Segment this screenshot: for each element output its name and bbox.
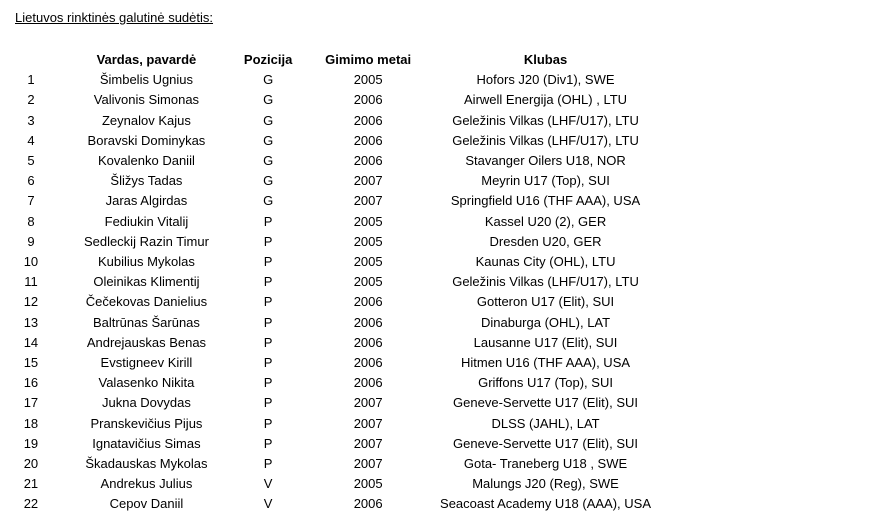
table-row — [0, 474, 660, 494]
player-name: Valivonis Simonas — [93, 92, 200, 108]
player-position: V — [263, 476, 273, 492]
player-number: 12 — [23, 294, 39, 310]
roster-table — [0, 50, 660, 515]
column-header-club: Klubas — [523, 52, 568, 67]
player-name: Baltrūnas Šarūnas — [92, 314, 200, 330]
table-row — [0, 212, 660, 232]
player-position: V — [263, 496, 273, 512]
player-position: G — [263, 112, 274, 128]
player-club: Hitmen U16 (THF AAA), USA — [461, 355, 631, 371]
player-position: P — [263, 254, 273, 270]
player-birth-year: 2005 — [353, 274, 383, 290]
player-club: Stavanger Oilers U18, NOR — [465, 153, 626, 169]
player-name: Boravski Dominykas — [87, 132, 206, 148]
player-club: DLSS (JAHL), LAT — [491, 415, 600, 431]
player-club: Geležinis Vilkas (LHF/U17), LTU — [452, 274, 639, 290]
player-club: Malungs J20 (Reg), SWE — [472, 476, 619, 492]
player-club: Griffons U17 (Top), SUI — [478, 375, 613, 391]
player-number: 9 — [27, 233, 35, 249]
player-club: Geležinis Vilkas (LHF/U17), LTU — [452, 112, 639, 128]
table-row — [0, 414, 660, 434]
column-header-birth-year: Gimimo metai — [325, 52, 412, 67]
player-number: 1 — [27, 72, 35, 88]
player-club: Gotteron U17 (Elit), SUI — [476, 294, 615, 310]
player-club: Kassel U20 (2), GER — [484, 213, 607, 229]
player-number: 8 — [27, 213, 35, 229]
player-club: Kaunas City (OHL), LTU — [475, 254, 616, 270]
column-header-position: Pozicija — [243, 52, 293, 67]
player-birth-year: 2006 — [353, 92, 383, 108]
player-birth-year: 2006 — [353, 375, 383, 391]
player-position: P — [263, 294, 273, 310]
player-birth-year: 2006 — [353, 153, 383, 169]
player-number: 16 — [23, 375, 39, 391]
player-name: Valasenko Nikita — [98, 375, 195, 391]
player-name: Ignatavičius Simas — [92, 435, 201, 451]
player-number: 14 — [23, 334, 39, 350]
player-club: Airwell Energija (OHL) , LTU — [464, 92, 628, 108]
table-header-row — [0, 50, 660, 70]
player-birth-year: 2006 — [353, 334, 383, 350]
player-position: P — [263, 435, 273, 451]
table-row — [0, 252, 660, 272]
table-row — [0, 232, 660, 252]
player-number: 2 — [27, 92, 35, 108]
player-position: P — [263, 233, 273, 249]
player-position: P — [263, 456, 273, 472]
player-number: 5 — [27, 153, 35, 169]
player-name: Šližys Tadas — [110, 173, 183, 189]
roster-body — [0, 70, 660, 514]
player-position: P — [263, 274, 273, 290]
player-number: 22 — [23, 496, 39, 512]
table-row — [0, 131, 660, 151]
player-birth-year: 2006 — [353, 496, 383, 512]
player-birth-year: 2005 — [353, 72, 383, 88]
player-birth-year: 2006 — [353, 132, 383, 148]
player-position: P — [263, 415, 273, 431]
player-position: G — [263, 193, 274, 209]
player-name: Pranskevičius Pijus — [90, 415, 203, 431]
player-name: Jaras Algirdas — [105, 193, 188, 209]
player-number: 4 — [27, 132, 35, 148]
player-club: Hofors J20 (Div1), SWE — [476, 72, 615, 88]
player-name: Sedleckij Razin Timur — [83, 233, 209, 249]
player-name: Kovalenko Daniil — [98, 153, 195, 169]
player-number: 11 — [24, 274, 38, 290]
table-row — [0, 494, 660, 514]
table-row — [0, 191, 660, 211]
table-row — [0, 111, 660, 131]
player-position: G — [263, 153, 274, 169]
player-birth-year: 2007 — [353, 173, 383, 189]
table-row — [0, 373, 660, 393]
table-row — [0, 90, 660, 110]
player-birth-year: 2007 — [353, 435, 383, 451]
player-club: Geneve-Servette U17 (Elit), SUI — [453, 395, 639, 411]
player-name: Jukna Dovydas — [101, 395, 191, 411]
player-name: Cepov Daniil — [109, 496, 184, 512]
player-name: Čečekovas Danielius — [85, 294, 208, 310]
player-birth-year: 2005 — [353, 233, 383, 249]
player-number: 3 — [27, 112, 35, 128]
player-number: 6 — [27, 173, 35, 189]
player-position: P — [263, 355, 273, 371]
player-club: Geležinis Vilkas (LHF/U17), LTU — [452, 132, 639, 148]
player-number: 10 — [23, 254, 39, 270]
table-row — [0, 353, 660, 373]
player-club: Meyrin U17 (Top), SUI — [481, 173, 610, 189]
player-birth-year: 2007 — [353, 193, 383, 209]
player-club: Lausanne U17 (Elit), SUI — [473, 334, 618, 350]
player-birth-year: 2005 — [353, 254, 383, 270]
player-birth-year: 2006 — [353, 314, 383, 330]
player-number: 20 — [23, 456, 39, 472]
column-header-number — [0, 50, 62, 70]
player-position: P — [263, 334, 273, 350]
table-row — [0, 333, 660, 353]
table-row — [0, 393, 660, 413]
player-name: Fediukin Vitalij — [104, 213, 189, 229]
player-number: 21 — [23, 476, 39, 492]
player-name: Andrekus Julius — [100, 476, 193, 492]
player-birth-year: 2007 — [353, 395, 383, 411]
player-birth-year: 2007 — [353, 415, 383, 431]
player-position: G — [263, 92, 274, 108]
player-number: 19 — [23, 435, 39, 451]
player-position: G — [263, 132, 274, 148]
player-birth-year: 2006 — [353, 112, 383, 128]
player-position: G — [263, 173, 274, 189]
player-position: P — [263, 213, 273, 229]
table-row — [0, 434, 660, 454]
player-number: 17 — [23, 395, 39, 411]
table-row — [0, 292, 660, 312]
table-row — [0, 313, 660, 333]
player-position: P — [263, 395, 273, 411]
player-position: G — [263, 72, 274, 88]
column-header-name: Vardas, pavardė — [96, 52, 197, 67]
player-birth-year: 2005 — [353, 476, 383, 492]
player-number: 18 — [23, 415, 39, 431]
player-club: Dinaburga (OHL), LAT — [480, 314, 611, 330]
player-name: Oleinikas Klimentij — [93, 274, 200, 290]
player-number: 15 — [23, 355, 39, 371]
player-name: Andrejauskas Benas — [86, 334, 207, 350]
player-club: Gota- Traneberg U18 , SWE — [463, 456, 628, 472]
player-club: Springfield U16 (THF AAA), USA — [450, 193, 641, 209]
player-position: P — [263, 314, 273, 330]
table-row — [0, 70, 660, 90]
table-row — [0, 171, 660, 191]
player-birth-year: 2007 — [353, 456, 383, 472]
player-position: P — [263, 375, 273, 391]
table-row — [0, 151, 660, 171]
player-name: Škadauskas Mykolas — [85, 456, 208, 472]
table-row — [0, 272, 660, 292]
player-name: Zeynalov Kajus — [101, 112, 191, 128]
player-birth-year: 2005 — [353, 213, 383, 229]
player-name: Evstigneev Kirill — [100, 355, 193, 371]
player-birth-year: 2006 — [353, 294, 383, 310]
player-name: Kubilius Mykolas — [98, 254, 195, 270]
player-name: Šimbelis Ugnius — [99, 72, 194, 88]
player-number: 7 — [27, 193, 35, 209]
player-club: Geneve-Servette U17 (Elit), SUI — [453, 435, 639, 451]
player-club: Dresden U20, GER — [489, 233, 602, 249]
player-number: 13 — [23, 314, 39, 330]
player-birth-year: 2006 — [353, 355, 383, 371]
player-club: Seacoast Academy U18 (AAA), USA — [440, 496, 652, 512]
page-heading: Lietuvos rinktinės galutinė sudėtis: — [15, 10, 214, 25]
table-row — [0, 454, 660, 474]
